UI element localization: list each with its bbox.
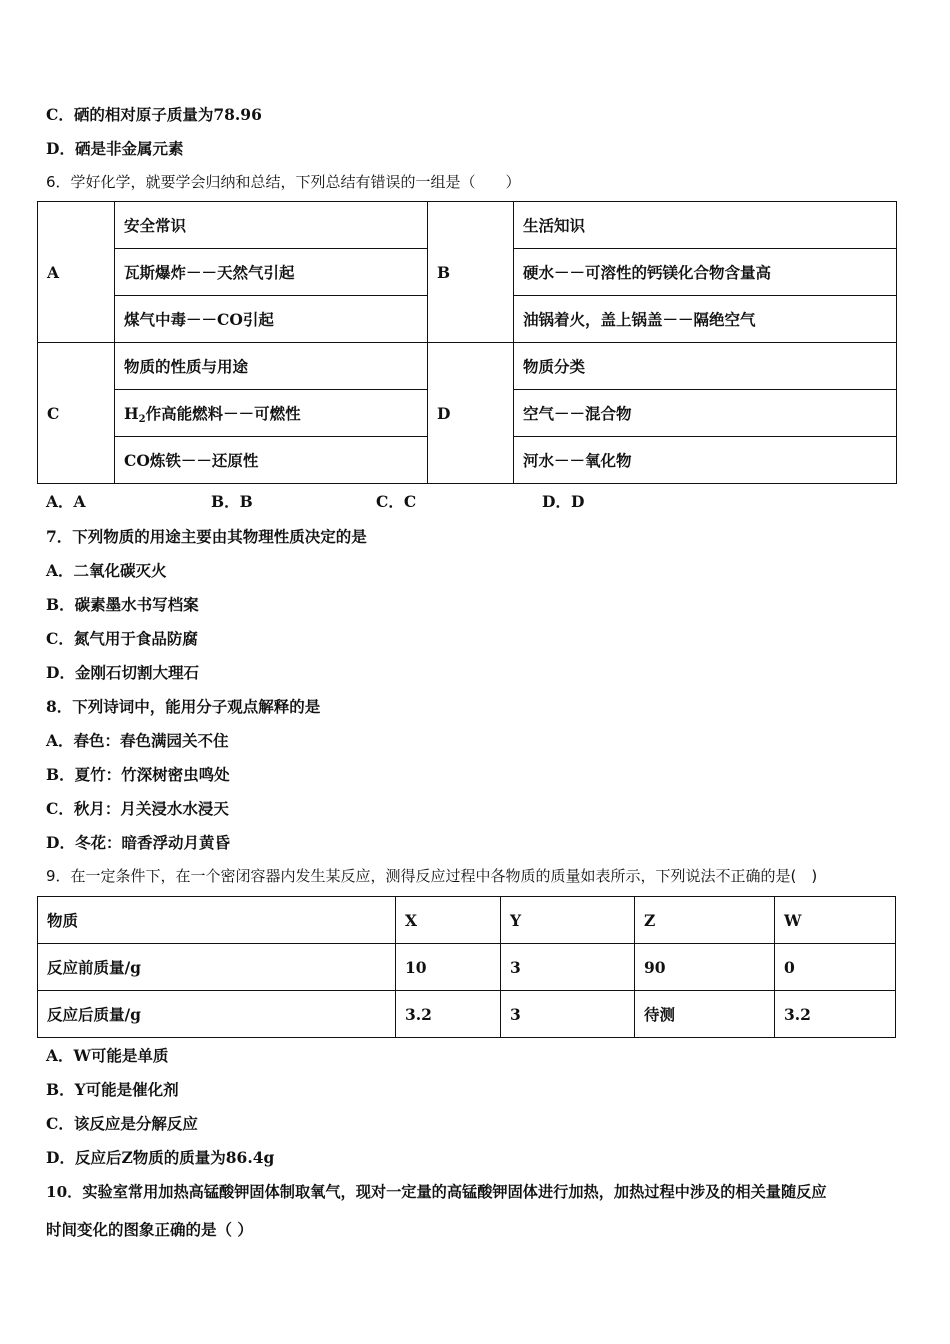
q10-stem-line1: 10．实验室常用加热高锰酸钾固体制取氧气，现对一定量的高锰酸钾固体进行加热，加热过程中涉及的相关量随反应: [46, 1183, 827, 1201]
q10-stem-line2: 时间变化的图象正确的是（ ）: [46, 1220, 253, 1239]
q9-before-z: 90: [635, 944, 775, 991]
q6-group-b-item2: 油锅着火，盖上锅盖－－隔绝空气: [514, 296, 897, 343]
q6-group-b-item1: 硬水－－可溶性的钙镁化合物含量高: [514, 249, 897, 296]
q8-option-b: B．夏竹：竹深树密虫鸣处: [46, 765, 230, 784]
q6-group-c-item2: CO炼铁－－还原性: [115, 437, 428, 484]
q6-option-b: B．B: [211, 492, 253, 511]
q6-group-a-label: A: [38, 202, 115, 343]
q9-header-substance: 物质: [38, 897, 396, 944]
q6-c-item1-rest: 作高能燃料－－可燃性: [145, 403, 301, 423]
q6-group-b-label: B: [428, 202, 514, 343]
q9-mass-table: [37, 896, 896, 1038]
q6-group-d-heading: 物质分类: [514, 343, 897, 390]
q9-option-a: A．W可能是单质: [46, 1046, 169, 1065]
q9-header-y: Y: [501, 897, 635, 944]
q6-c-item1-formula: H: [124, 403, 139, 423]
q9-after-x: 3.2: [396, 991, 501, 1038]
q9-option-d: D．反应后Z物质的质量为86.4g: [46, 1148, 275, 1167]
q9-row-after-label: 反应后质量/g: [38, 991, 396, 1038]
q7-option-c: C．氮气用于食品防腐: [46, 629, 198, 648]
q8-option-a: A．春色：春色满园关不住: [46, 731, 229, 750]
q6-stem: 6．学好化学，就要学会归纳和总结，下列总结有错误的一组是（ ）: [46, 173, 521, 191]
q6-group-d-item1: 空气－－混合物: [514, 390, 897, 437]
table-row: [38, 991, 896, 1038]
q6-c-item1-subscript: 2: [138, 413, 146, 425]
q6-group-c-label: C: [38, 343, 115, 484]
q7-option-d: D．金刚石切割大理石: [46, 663, 199, 682]
q7-option-b: B．碳素墨水书写档案: [46, 595, 199, 614]
q6-group-d-label: D: [428, 343, 514, 484]
q7-stem: 7．下列物质的用途主要由其物理性质决定的是: [46, 527, 367, 546]
q9-row-before-label: 反应前质量/g: [38, 944, 396, 991]
q9-after-w: 3.2: [775, 991, 896, 1038]
q6-options: [46, 490, 746, 510]
q9-after-z: 待测: [635, 991, 775, 1038]
q6-group-a-item1: 瓦斯爆炸－－天然气引起: [115, 249, 428, 296]
q6-group-a-heading: 安全常识: [115, 202, 428, 249]
q7-option-a: A．二氧化碳灭火: [46, 561, 167, 580]
table-row: [38, 944, 896, 991]
q9-option-c: C．该反应是分解反应: [46, 1114, 198, 1133]
table-row: [38, 897, 896, 944]
q9-header-w: W: [775, 897, 896, 944]
q8-stem: 8．下列诗词中，能用分子观点解释的是: [46, 697, 321, 716]
q8-option-d: D．冬花：暗香浮动月黄昏: [46, 833, 230, 852]
q9-before-x: 10: [396, 944, 501, 991]
q5-option-c: C．硒的相对原子质量为78.96: [46, 105, 262, 124]
q6-summary-table: [37, 201, 897, 484]
q9-after-y: 3: [501, 991, 635, 1038]
q6-group-d-item2: 河水－－氧化物: [514, 437, 897, 484]
q6-group-c-heading: 物质的性质与用途: [115, 343, 428, 390]
q5-option-d: D．硒是非金属元素: [46, 139, 184, 158]
q9-option-b: B．Y可能是催化剂: [46, 1080, 179, 1099]
q6-group-a-item2: 煤气中毒－－CO引起: [115, 296, 428, 343]
q6-group-c-item1: [115, 390, 428, 437]
q9-stem: 9．在一定条件下，在一个密闭容器内发生某反应，测得反应过程中各物质的质量如表所示，下列说法不正确的是( ): [46, 867, 818, 885]
q6-option-d: D．D: [542, 492, 585, 511]
q6-option-c: C．C: [376, 492, 417, 511]
q8-option-c: C．秋月：月关浸水水浸天: [46, 799, 229, 818]
q9-header-z: Z: [635, 897, 775, 944]
q6-group-b-heading: 生活知识: [514, 202, 897, 249]
q9-header-x: X: [396, 897, 501, 944]
q6-option-a: A．A: [46, 492, 86, 511]
q9-before-w: 0: [775, 944, 896, 991]
q9-before-y: 3: [501, 944, 635, 991]
